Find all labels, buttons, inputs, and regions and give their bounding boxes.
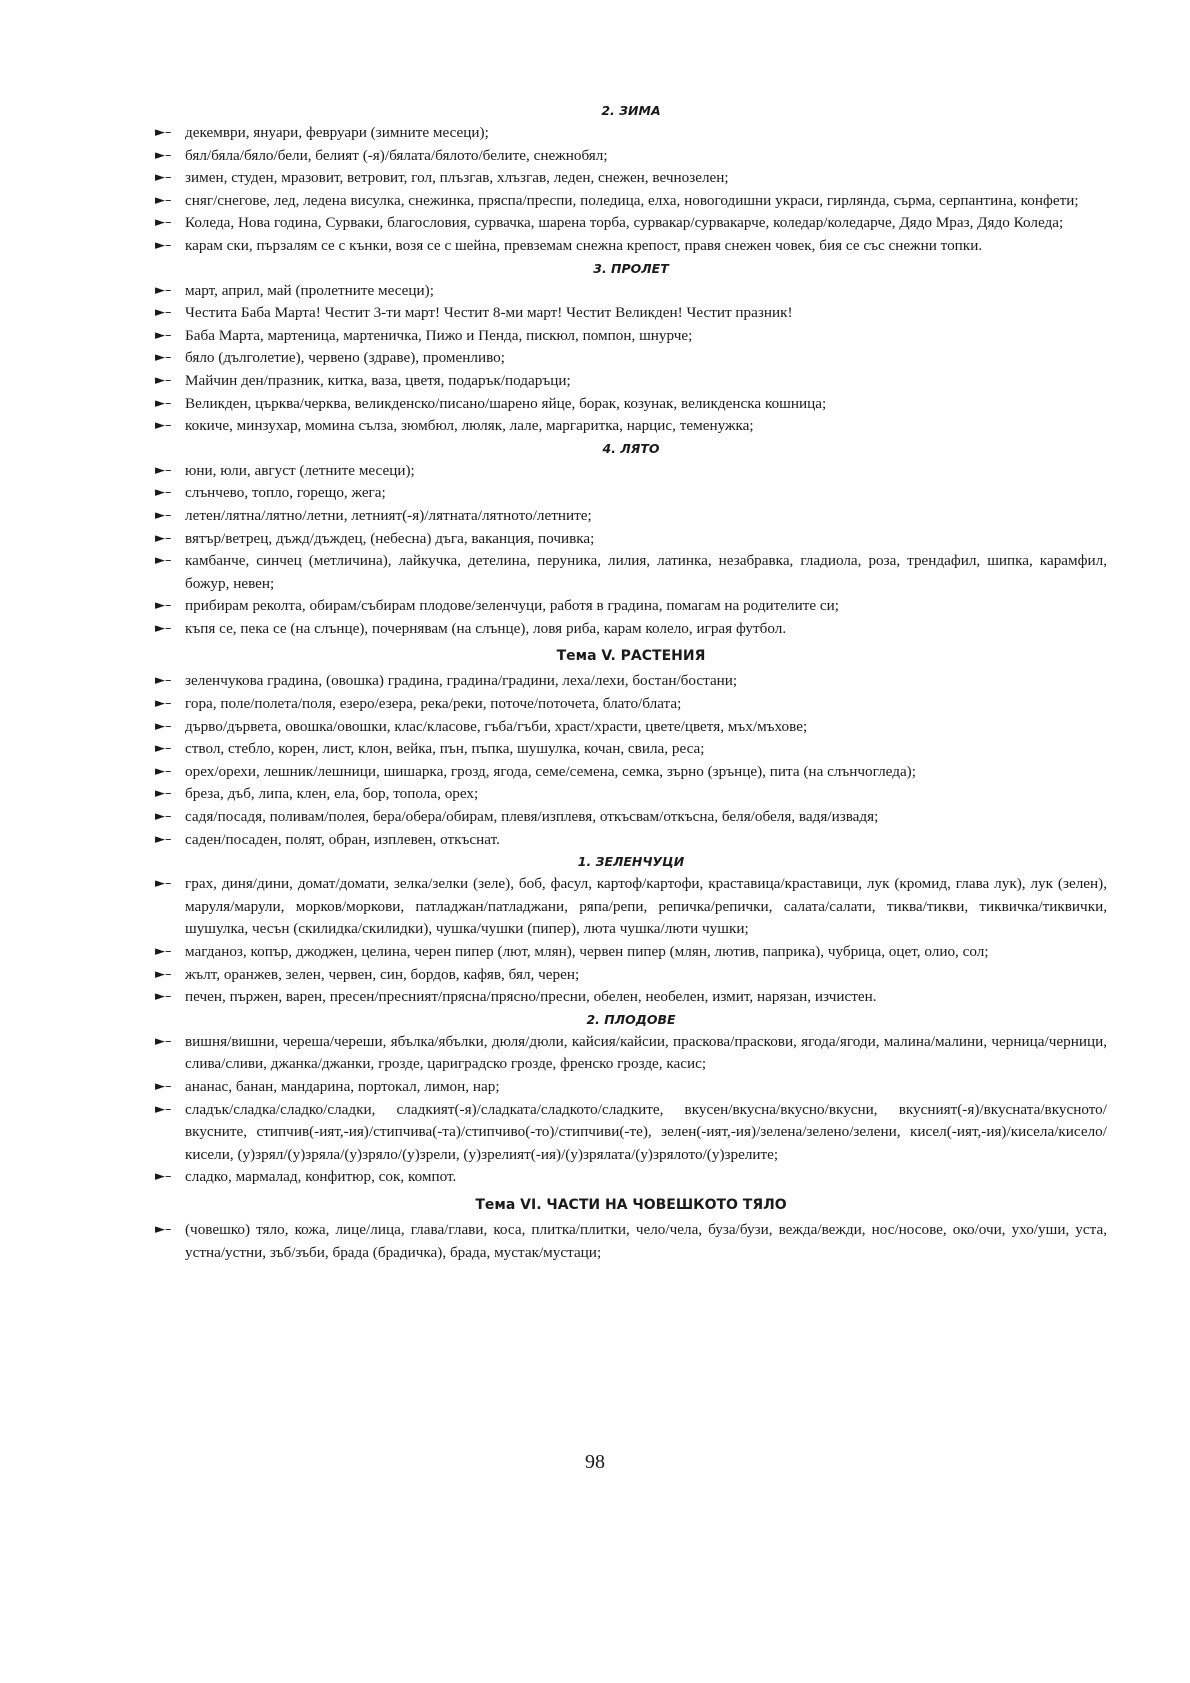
item-text: прибирам реколта, обирам/събирам плодове/зеленчуци, работя в градина, помагам на родителите си; <box>185 597 840 615</box>
item-text: вятър/ветрец, дъжд/дъждец, (небесна) дъга, ваканция, почивка; <box>185 529 595 547</box>
item-text: камбанче, синчец (метличина), лайкучка, детелина, перуника, лилия, латинка, незабравка, гладиола, роза, трендафил, шипка, карамфил, божур, невен; <box>185 552 1107 592</box>
arrow-bullet-icon: ►– <box>155 237 172 253</box>
arrow-bullet-icon: ►– <box>155 1221 172 1237</box>
list-item <box>155 618 1107 641</box>
list-item <box>155 280 1107 303</box>
item-text: Великден, църква/черква, великденско/писано/шарено яйце, борак, козунак, великденска кошница; <box>185 394 827 412</box>
item-text: Майчин ден/празник, китка, ваза, цветя, подарък/подаръци; <box>185 371 571 389</box>
list-item <box>155 167 1107 190</box>
item-text: декември, януари, февруари (зимните месеци); <box>185 124 489 141</box>
arrow-bullet-icon: ►– <box>155 305 172 321</box>
list-item <box>155 482 1107 505</box>
arrow-bullet-icon: ►– <box>155 125 172 140</box>
list-item <box>155 145 1107 168</box>
item-text: сладко, мармалад, конфитюр, сок, компот. <box>185 1168 457 1186</box>
arrow-bullet-icon: ►– <box>155 282 172 298</box>
list-item <box>155 1076 1107 1099</box>
list-item <box>155 235 1107 258</box>
arrow-bullet-icon: ►– <box>155 507 172 523</box>
section-heading: 4. ЛЯТО <box>602 440 660 456</box>
page-number: 98 <box>585 1451 605 1473</box>
item-text: зимен, студен, мразовит, ветровит, гол, плъзгав, хлъзгав, леден, снежен, вечнозелен; <box>185 169 729 187</box>
list-item <box>155 783 1107 806</box>
arrow-bullet-icon: ►– <box>155 696 172 712</box>
arrow-bullet-icon: ►– <box>155 553 172 569</box>
arrow-bullet-icon: ►– <box>155 485 172 501</box>
arrow-bullet-icon: ►– <box>155 462 172 478</box>
list-item <box>155 1031 1107 1076</box>
list-item <box>155 370 1107 393</box>
vocabulary-list <box>155 1031 1107 1189</box>
item-text: магданоз, копър, джоджен, целина, черен пипер (лют, млян), червен пипер (млян, лютив, паприка), чубрица, оцет, олио, сол; <box>185 943 989 960</box>
item-text: зеленчукова градина, (овошка) градина, градина/градини, леха/лехи, бостан/бостани; <box>185 672 738 690</box>
item-text: бреза, дъб, липа, клен, ела, бор, топола, орех; <box>185 785 479 803</box>
item-text: печен, пържен, варен, пресен/пресният/прясна/прясно/пресни, обелен, необелен, измит, нарязан, изчистен. <box>185 988 877 1006</box>
vocabulary-list <box>155 122 1107 258</box>
list-item <box>155 415 1107 438</box>
list-item <box>155 460 1107 483</box>
arrow-bullet-icon: ►– <box>155 1078 172 1094</box>
arrow-bullet-icon: ►– <box>155 966 172 982</box>
list-item <box>155 873 1107 941</box>
item-text: карам ски, пързалям се с кънки, возя се с шейна, превземам снежна крепост, правя снежен човек, бия се със снежни топки. <box>185 236 983 254</box>
theme-heading: Тема VI. ЧАСТИ НА ЧОВЕШКОТО ТЯЛО <box>475 1196 787 1213</box>
item-text: гора, поле/полета/поля, езеро/езера, река/реки, поточе/поточета, блато/блата; <box>185 695 682 713</box>
item-text: ананас, банан, мандарина, портокал, лимон, нар; <box>185 1077 500 1095</box>
item-text: сняг/снегове, лед, ледена висулка, снежинка, пряспа/преспи, поледица, елха, новогодишни украси, гирлянда, сърма, серпантина, конфети; <box>185 191 1079 209</box>
vocabulary-list <box>155 1219 1107 1264</box>
arrow-bullet-icon: ►– <box>155 530 172 546</box>
list-item <box>155 1219 1107 1264</box>
item-text: Коледа, Нова година, Сурваки, благословия, сурвачка, шарена торба, сурвакар/сурвакарче, коледар/коледарче, Дядо Мраз, Дядо Коледа; <box>185 214 1064 232</box>
arrow-bullet-icon: ►– <box>155 1033 172 1049</box>
vocabulary-list <box>155 460 1107 641</box>
arrow-bullet-icon: ►– <box>155 598 172 614</box>
item-text: грах, диня/дини, домат/домати, зелка/зелки (зеле), боб, фасул, картоф/картофи, краставица/краставици, лук (кромид, глава лук), лук (зелен), маруля/марули, морков/моркови, патладжан/патладжани, ряпа/репи, репичка/репички, салата/салати, тиква/тикви, тиквичка/тиквички, шушулка, чесън (скилидка/скилидки), чушка/чушки (пипер), люта чушка/люти чушки; <box>185 875 1107 938</box>
arrow-bullet-icon: ►– <box>155 809 172 825</box>
item-text: (човешко) тяло, кожа, лице/лица, глава/глави, коса, плитка/плитки, чело/чела, буза/бузи, вежда/вежди, нос/носове, око/очи, ухо/уши, уста, устна/устни, зъб/зъби, брада (брадичка), брада, мустак/мустаци; <box>185 1220 1107 1261</box>
page-content <box>155 100 1107 1264</box>
item-text: бял/бяла/бяло/бели, белият (-я)/бялата/бялото/белите, снежнобял; <box>185 146 608 164</box>
list-item <box>155 761 1107 784</box>
item-text: слънчево, топло, горещо, жега; <box>185 484 386 502</box>
section-heading: 2. ПЛОДОВЕ <box>586 1011 676 1027</box>
vocabulary-list <box>155 670 1107 851</box>
arrow-bullet-icon: ►– <box>155 876 172 892</box>
item-text: Баба Марта, мартеница, мартеничка, Пижо и Пенда, пискюл, помпон, шнурче; <box>185 326 693 344</box>
item-text: саден/посаден, полят, обран, изплевен, откъснат. <box>185 830 500 848</box>
item-text: жълт, оранжев, зелен, червен, син, бордов, кафяв, бял, черен; <box>185 965 580 983</box>
list-item <box>155 986 1107 1009</box>
list-item <box>155 1166 1107 1189</box>
list-item <box>155 190 1107 213</box>
arrow-bullet-icon: ►– <box>155 147 172 163</box>
list-item <box>155 670 1107 693</box>
section-heading: 1. ЗЕЛЕНЧУЦИ <box>577 854 685 870</box>
item-text: дърво/дървета, овошка/овошки, клас/класове, гъба/гъби, храст/храсти, цвете/цветя, мъх/мъхове; <box>185 717 808 735</box>
item-text: юни, юли, август (летните месеци); <box>185 461 415 479</box>
vocabulary-list <box>155 280 1107 438</box>
item-text: март, април, май (пролетните месеци); <box>185 281 434 299</box>
arrow-bullet-icon: ►– <box>155 192 172 208</box>
item-text: бяло (дълголетие), червено (здраве), променливо; <box>185 349 505 367</box>
item-text: орех/орехи, лешник/лешници, шишарка, грозд, ягода, семе/семена, семка, зърно (зрънце), пита (на слънчогледа); <box>185 762 916 780</box>
list-item <box>155 595 1107 618</box>
list-item <box>155 212 1107 235</box>
list-item <box>155 693 1107 716</box>
list-item <box>155 941 1107 964</box>
arrow-bullet-icon: ►– <box>155 620 172 636</box>
section-heading: 2. ЗИМА <box>601 103 661 118</box>
list-item <box>155 716 1107 739</box>
list-item <box>155 550 1107 595</box>
list-item <box>155 347 1107 370</box>
arrow-bullet-icon: ►– <box>155 831 172 847</box>
item-text: вишня/вишни, череша/череши, ябълка/ябълки, дюля/дюли, кайсия/кайсии, праскова/праскови, ягода/ягоди, малина/малини, черница/черници, слива/сливи, джанка/джанки, грозде, цариградско грозде, френско грозде, касис; <box>185 1032 1107 1073</box>
list-item <box>155 806 1107 829</box>
arrow-bullet-icon: ►– <box>155 327 172 343</box>
list-item <box>155 829 1107 852</box>
list-item <box>155 738 1107 761</box>
list-item <box>155 393 1107 416</box>
item-text: Честита Баба Марта! Честит 3-ти март! Честит 8-ми март! Честит Великден! Честит празник! <box>185 304 793 322</box>
item-text: кокиче, минзухар, момина сълза, зюмбюл, люляк, лале, маргаритка, нарцис, теменужка; <box>185 417 754 435</box>
arrow-bullet-icon: ►– <box>155 350 172 366</box>
item-text: летен/лятна/лятно/летни, летният(-я)/лятната/лятното/летните; <box>185 506 592 524</box>
arrow-bullet-icon: ►– <box>155 1169 172 1185</box>
theme-heading: Тема V. РАСТЕНИЯ <box>556 648 706 665</box>
list-item <box>155 964 1107 987</box>
arrow-bullet-icon: ►– <box>155 1101 172 1117</box>
arrow-bullet-icon: ►– <box>155 372 172 388</box>
arrow-bullet-icon: ►– <box>155 215 172 231</box>
arrow-bullet-icon: ►– <box>155 989 172 1005</box>
item-text: къпя се, пека се (на слънце), почернявам (на слънце), ловя риба, карам колело, играя футбол. <box>185 619 787 637</box>
arrow-bullet-icon: ►– <box>155 763 172 779</box>
item-text: ствол, стебло, корен, лист, клон, вейка, пън, пъпка, шушулка, кочан, свила, реса; <box>185 740 705 758</box>
arrow-bullet-icon: ►– <box>155 395 172 411</box>
item-text: садя/посадя, поливам/полея, бера/обера/обирам, плевя/изплевя, откъсвам/откъсна, беля/обеля, вадя/извадя; <box>185 808 879 826</box>
arrow-bullet-icon: ►– <box>155 718 172 734</box>
arrow-bullet-icon: ►– <box>155 673 172 689</box>
arrow-bullet-icon: ►– <box>155 944 172 959</box>
arrow-bullet-icon: ►– <box>155 170 172 186</box>
list-item <box>155 1099 1107 1167</box>
list-item <box>155 325 1107 348</box>
list-item <box>155 302 1107 325</box>
vocabulary-list <box>155 873 1107 1009</box>
arrow-bullet-icon: ►– <box>155 741 172 757</box>
list-item <box>155 528 1107 551</box>
list-item <box>155 122 1107 145</box>
arrow-bullet-icon: ►– <box>155 418 172 434</box>
section-heading: 3. ПРОЛЕТ <box>593 260 669 276</box>
list-item <box>155 505 1107 528</box>
item-text: сладък/сладка/сладко/сладки, сладкият(-я)/сладката/сладкото/сладките, вкусен/вкусна/вкусно/вкусни, вкусният(-я)/вкусната/вкусното/вкусните, стипчив(-ият,-ия)/стипчива(-та)/стипчиво(-то)/стипчиви(-те), зелен(-ият,-ия)/зелена/зелено/зелени, кисел(-ият,-ия)/кисела/кисело/кисели, (у)зрял/(у)зряла/(у)зряло/(у)зрели, (у)зрелият(-ия)/(у)зрялата/(у)зрялото/(у)зрелите; <box>185 1100 1107 1163</box>
arrow-bullet-icon: ►– <box>155 786 172 802</box>
